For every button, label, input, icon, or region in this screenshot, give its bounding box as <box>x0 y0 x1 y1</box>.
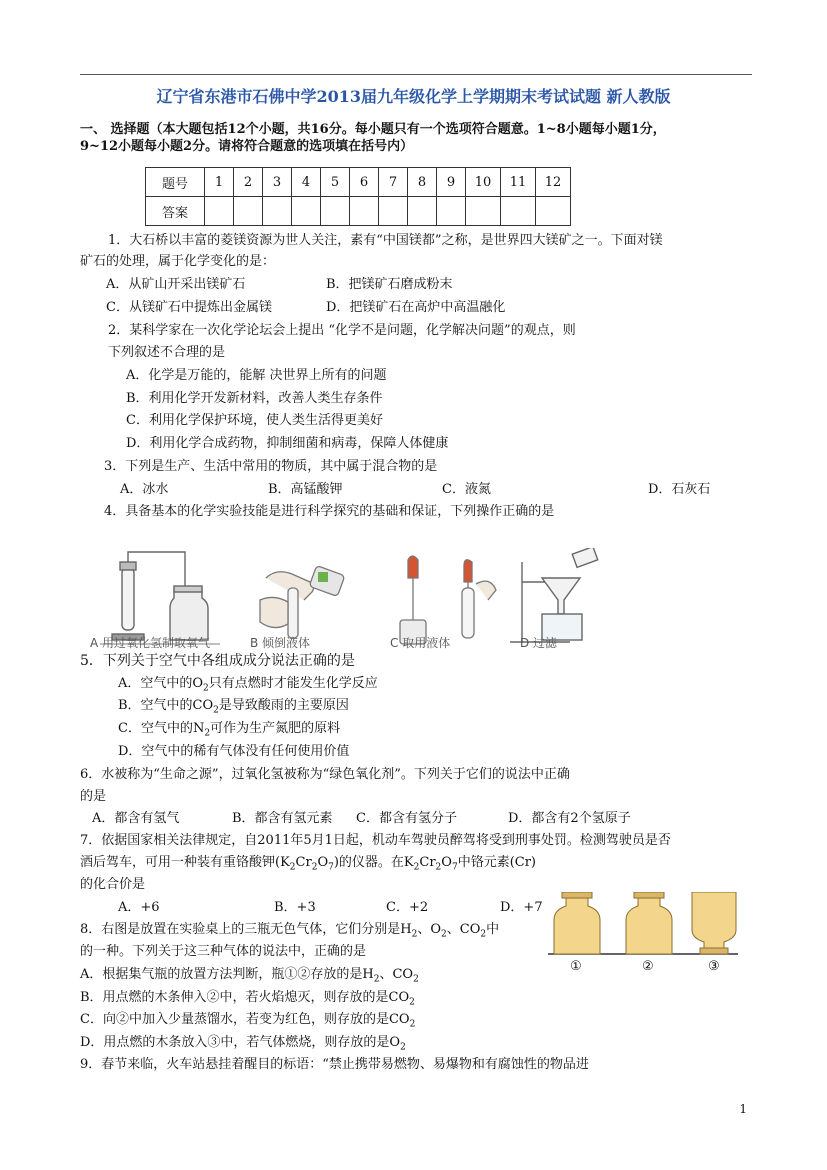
table-label-answer: 答案 <box>146 197 205 226</box>
section-instructions-line1: 一、 选择题（本大题包括12个小题，共16分。每小题只有一个选项符合题意。1~8小题每小题1分， <box>80 122 666 137</box>
q7-option-d: D．+7 <box>500 900 543 915</box>
q3-option-d: D．石灰石 <box>648 482 711 497</box>
answer-cell[interactable] <box>205 197 234 226</box>
bottle-label-1: ① <box>570 959 582 974</box>
answer-table <box>145 167 571 226</box>
answer-cell[interactable] <box>350 197 379 226</box>
table-cell-number: 7 <box>379 168 408 197</box>
q3-option-a: A．冰水 <box>120 482 169 497</box>
bottle-label-3: ③ <box>708 959 720 974</box>
q8-stem-line2: 的一种。下列关于这三种气体的说法中，正确的是 <box>80 944 367 959</box>
q7-option-c: C．+2 <box>386 900 429 915</box>
q2-option-b: B．利用化学开发新材料，改善人类生存条件 <box>126 391 383 406</box>
q2-option-d: D．利用化学合成药物，抑制细菌和病毒，保障人体健康 <box>126 436 449 451</box>
q2-option-c: C．利用化学保护环境，使人类生活得更美好 <box>126 413 383 428</box>
q2-stem-line2: 下列叙述不合理的是 <box>108 345 226 360</box>
q5-option-c: C．空气中的$N_2$可作为生产氮肥的原料 <box>118 721 341 739</box>
q1-option-c: C．从镁矿石中提炼出金属镁 <box>106 300 272 315</box>
table-cell-number: 3 <box>263 168 292 197</box>
q2-stem-line1: 2．某科学家在一次化学论坛会上提出 “化学不是问题，化学解决问题”的观点，则 <box>108 323 576 338</box>
q1-stem-line2: 矿石的处理，属于化学变化的是： <box>80 254 276 269</box>
q7-stem-line3: 的化合价是 <box>80 877 146 892</box>
table-cell-number: 2 <box>234 168 263 197</box>
table-cell-number: 4 <box>292 168 321 197</box>
q7-stem-line1: 7．依据国家相关法律规定，自2011年5月1日起，机动车驾驶员醉驾将受到刑事处罚。检测驾驶员是否 <box>80 833 671 848</box>
q7-option-b: B．+3 <box>274 900 316 915</box>
page-title: 辽宁省东港市石佛中学2013届九年级化学上学期期末考试试题 新人教版 <box>156 87 671 106</box>
q8-gas-bottles-figure <box>548 892 738 977</box>
q5-option-d: D．空气中的稀有气体没有任何使用价值 <box>118 744 350 759</box>
answer-cell[interactable] <box>234 197 263 226</box>
q1-option-b: B．把镁矿石磨成粉末 <box>326 277 453 292</box>
q6-option-a: A．都含有氢气 <box>92 811 180 826</box>
answer-cell[interactable] <box>263 197 292 226</box>
answer-cell[interactable] <box>379 197 408 226</box>
answer-cell[interactable] <box>466 197 501 226</box>
q5-stem: 5．下列关于空气中各组成成分说法正确的是 <box>80 653 355 669</box>
q1-option-a: A．从矿山开采出镁矿石 <box>106 277 246 292</box>
answer-cell[interactable] <box>501 197 536 226</box>
q5-option-b: B．空气中的$CO_2$是导致酸雨的主要原因 <box>118 698 349 716</box>
q7-stem-line2: 酒后驾车，可用一种装有重铬酸钾$(K_2Cr_2O_7)$的仪器。在$K_2Cr_2O_7$中铬元素(Cr) <box>80 855 536 873</box>
q8-option-a: A．根据集气瓶的放置方法判断，瓶①②存放的是$H_2$、$CO_2$ <box>80 967 419 985</box>
q6-stem-line2: 的是 <box>80 789 107 804</box>
q2-option-a: A．化学是万能的，能解 决世界上所有的问题 <box>126 368 387 383</box>
q3-stem: 3．下列是生产、生活中常用的物质，其中属于混合物的是 <box>104 459 438 474</box>
answer-cell[interactable] <box>536 197 571 226</box>
q8-option-d: D．用点燃的木条放入③中，若气体燃烧，则存放的是$O_2$ <box>80 1035 406 1053</box>
q3-option-b: B．高锰酸钾 <box>268 482 343 497</box>
answer-cell[interactable] <box>292 197 321 226</box>
table-cell-number: 12 <box>536 168 571 197</box>
table-cell-number: 6 <box>350 168 379 197</box>
q4-apparatus-figure <box>90 548 645 652</box>
page-number: 1 <box>739 1102 747 1116</box>
q8-option-b: B．用点燃的木条伸入②中，若火焰熄灭，则存放的是$CO_2$ <box>80 990 415 1008</box>
q5-option-a: A．空气中的$O_2$只有点燃时才能发生化学反应 <box>118 676 378 694</box>
answer-cell[interactable] <box>437 197 466 226</box>
table-cell-number: 9 <box>437 168 466 197</box>
q6-option-b: B．都含有氢元素 <box>232 811 333 826</box>
table-label-question-number: 题号 <box>146 168 205 197</box>
q4-figure-label-a: A 用过氧化氢制取氧气 <box>90 636 211 650</box>
q1-stem-line1: 1．大石桥以丰富的菱镁资源为世人关注，素有“中国镁都”之称，是世界四大镁矿之一。下面对镁 <box>108 233 663 248</box>
table-cell-number: 8 <box>408 168 437 197</box>
table-cell-number: 5 <box>321 168 350 197</box>
q4-stem: 4．具备基本的化学实验技能是进行科学探究的基础和保证，下列操作正确的是 <box>104 504 555 519</box>
q4-figure-label-c: C 取用液体 <box>390 636 451 650</box>
table-cell-number: 1 <box>205 168 234 197</box>
q4-figure-label-b: B 倾倒液体 <box>250 636 311 650</box>
q6-option-c: C．都含有氢分子 <box>356 811 457 826</box>
q1-option-d: D．把镁矿石在高炉中高温融化 <box>326 300 506 315</box>
q6-stem-line1: 6．水被称为“生命之源”，过氧化氢被称为“绿色氧化剂”。下列关于它们的说法中正确 <box>80 767 570 782</box>
q4-figure-label-d: D 过滤 <box>520 636 558 650</box>
answer-table-answer-row <box>146 197 571 226</box>
table-cell-number: 10 <box>466 168 501 197</box>
q8-option-c: C．向②中加入少量蒸馏水，若变为红色，则存放的是$CO_2$ <box>80 1012 416 1030</box>
answer-cell[interactable] <box>321 197 350 226</box>
q9-stem: 9．春节来临，火车站悬挂着醒目的标语：“禁止携带易燃物、易爆物和有腐蚀性的物品进 <box>80 1057 589 1072</box>
answer-table-header-row <box>146 168 571 197</box>
table-cell-number: 11 <box>501 168 536 197</box>
q8-stem-line1: 8．右图是放置在实验桌上的三瓶无色气体，它们分别是$H_2$、$O_2$、$CO_2$中 <box>80 922 500 940</box>
q3-option-c: C．液氮 <box>442 482 491 497</box>
header-rule <box>80 74 752 75</box>
section-instructions-line2: 9~12小题每小题2分。请将符合题意的选项填在括号内） <box>80 139 414 154</box>
bottle-label-2: ② <box>642 959 654 974</box>
q6-option-d: D．都含有2个氢原子 <box>508 811 631 826</box>
q7-option-a: A．+6 <box>118 900 160 915</box>
answer-cell[interactable] <box>408 197 437 226</box>
